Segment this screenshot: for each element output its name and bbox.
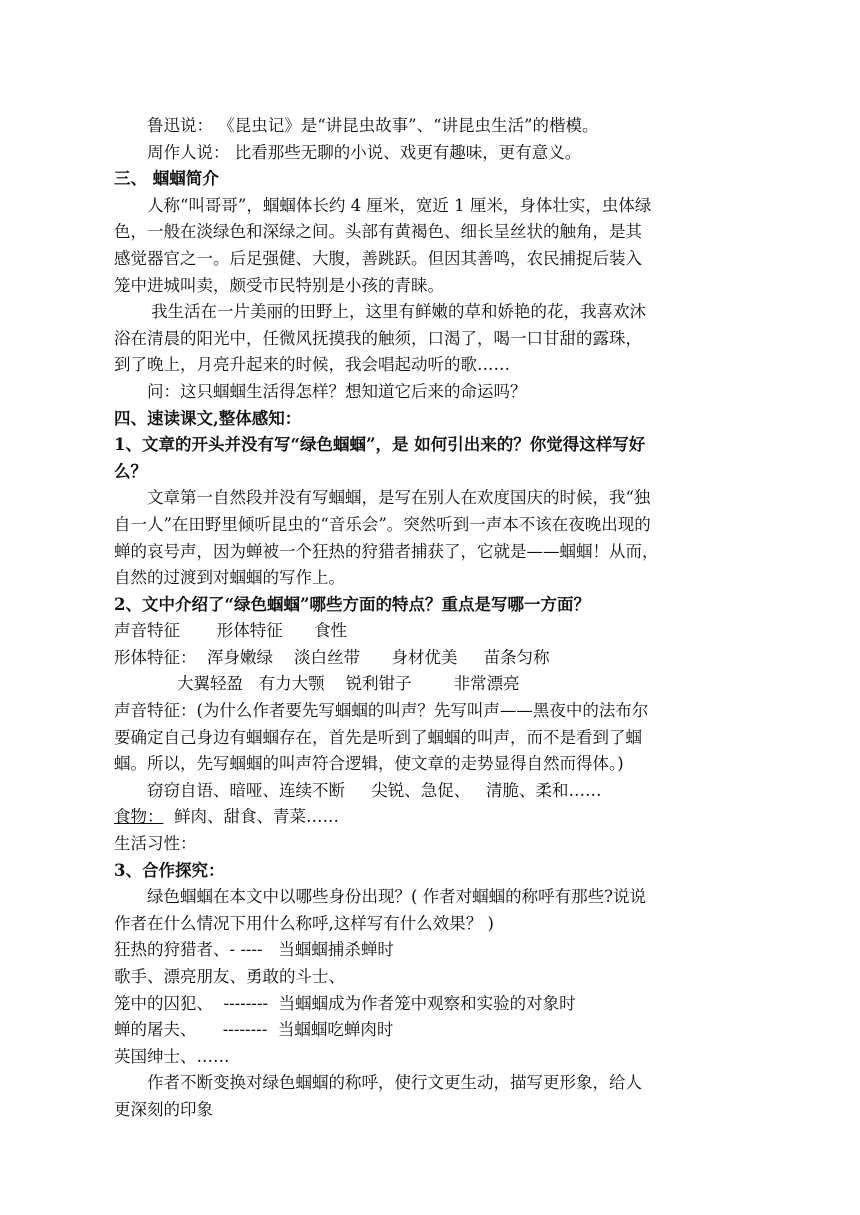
answer-line: 自然的过渡到对蝈蝈的写作上。 <box>114 568 345 588</box>
identity-line: 狂热的狩猎者、- ---- 当蝈蝈捕杀蝉时 <box>114 940 394 960</box>
shape-features-cont: 大翼轻盈 有力大颚 锐利钳子 非常漂亮 <box>114 674 520 694</box>
identity-line: 笼中的囚犯、 -------- 当蝈蝈成为作者笼中观察和实验的对象时 <box>114 993 576 1013</box>
food-values: 鲜肉、甜食、青菜…… <box>163 807 339 827</box>
section-heading-4: 四、速读课文,整体感知： <box>114 408 302 428</box>
sound-features: 声音特征：(为什么作者要先写蝈蝈的叫声？先写叫声——黑夜中的法布尔 <box>114 701 649 721</box>
paragraph-line: 我生活在一片美丽的田野上，这里有鲜嫩的草和娇艳的花，我喜欢沐 <box>151 302 646 322</box>
question-heading-1: 1、文章的开头并没有写“绿色蝈蝈”，是 如何引出来的？你觉得这样写好 <box>114 435 646 455</box>
question-line: 问：这只蝈蝈生活得怎样？想知道它后来的命运吗？ <box>147 381 527 401</box>
question-heading-1-cont: 么？ <box>114 461 147 481</box>
section-heading-3: 三、 蝈蝈简介 <box>114 169 219 189</box>
identity-line: 蝉的屠夫、 -------- 当蝈蝈吃蝉肉时 <box>114 1020 394 1040</box>
paragraph-line: 笼中进城叫卖，颇受市民特别是小孩的青睐。 <box>114 275 444 295</box>
food-label: 食物： <box>114 807 164 827</box>
question-line: 绿色蝈蝈在本文中以哪些身份出现？( 作者对蝈蝈的称呼有那些?说说 <box>147 887 647 907</box>
quote-zhouzuoren: 周作人说： 比看那些无聊的小说、戏更有趣味，更有意义。 <box>147 142 582 162</box>
paragraph-line: 色，一般在淡绿色和深绿之间。头部有黄褐色、细长呈丝状的触角，是其 <box>114 222 642 242</box>
paragraph-line: 浴在清晨的阳光中，任微风抚摸我的触须，口渴了，喝一口甘甜的露珠， <box>114 328 642 348</box>
answer-line: 自一人”在田野里倾听昆虫的“音乐会”。突然听到一声本不该在夜晚出现的 <box>114 514 651 534</box>
answer-line: 蝉的哀号声，因为蝉被一个狂热的狩猎者捕获了，它就是——蝈蝈！从而， <box>114 541 659 561</box>
identity-line: 歌手、漂亮朋友、勇敢的斗士、 <box>114 967 345 986</box>
quote-luxun: 鲁迅说： 《昆虫记》是“讲昆虫故事”、“讲昆虫生活”的楷模。 <box>147 116 599 135</box>
feature-list: 声音特征 形体特征 食性 <box>114 621 348 641</box>
shape-features: 形体特征： 浑身嫩绿 淡白丝带 身材优美 苗条匀称 <box>114 647 550 667</box>
sound-features-cont: 蝈。所以，先写蝈蝈的叫声符合逻辑，使文章的走势显得自然而得体。) <box>114 754 624 774</box>
sound-features-cont: 要确定自己身边有蝈蝈存在，首先是听到了蝈蝈的叫声，而不是看到了蝈 <box>114 727 642 747</box>
conclusion-line: 作者不断变换对绿色蝈蝈的称呼，使行文更生动，描写更形象，给人 <box>147 1073 642 1093</box>
habits-line: 生活习性： <box>114 834 197 854</box>
food-line <box>114 804 750 831</box>
paragraph-line: 感觉器官之一。后足强健、大腹，善跳跃。但因其善鸣，农民捕捉后装入 <box>114 248 642 268</box>
document-body <box>114 113 750 1124</box>
paragraph-line: 到了晚上，月亮升起来的时候，我会唱起动听的歌…… <box>114 355 510 375</box>
question-heading-2: 2、文中介绍了“绿色蝈蝈”哪些方面的特点？重点是写哪一方面？ <box>114 594 590 614</box>
answer-line: 文章第一自然段并没有写蝈蝈，是写在别人在欢度国庆的时候，我“独 <box>147 488 651 508</box>
paragraph-line: 人称“叫哥哥”，蝈蝈体长约 4 厘米，宽近 1 厘米，身体壮实，虫体绿 <box>147 195 652 215</box>
conclusion-line: 更深刻的印象 <box>114 1099 213 1119</box>
sound-words: 窃窃自语、暗哑、连续不断 尖锐、急促、 清脆、柔和…… <box>147 780 602 800</box>
question-line: 作者在什么情况下用什么称呼,这样写有什么效果？ ) <box>114 913 494 933</box>
question-heading-3: 3、合作探究： <box>114 860 225 880</box>
identity-line: 英国绅士、…… <box>114 1046 230 1066</box>
